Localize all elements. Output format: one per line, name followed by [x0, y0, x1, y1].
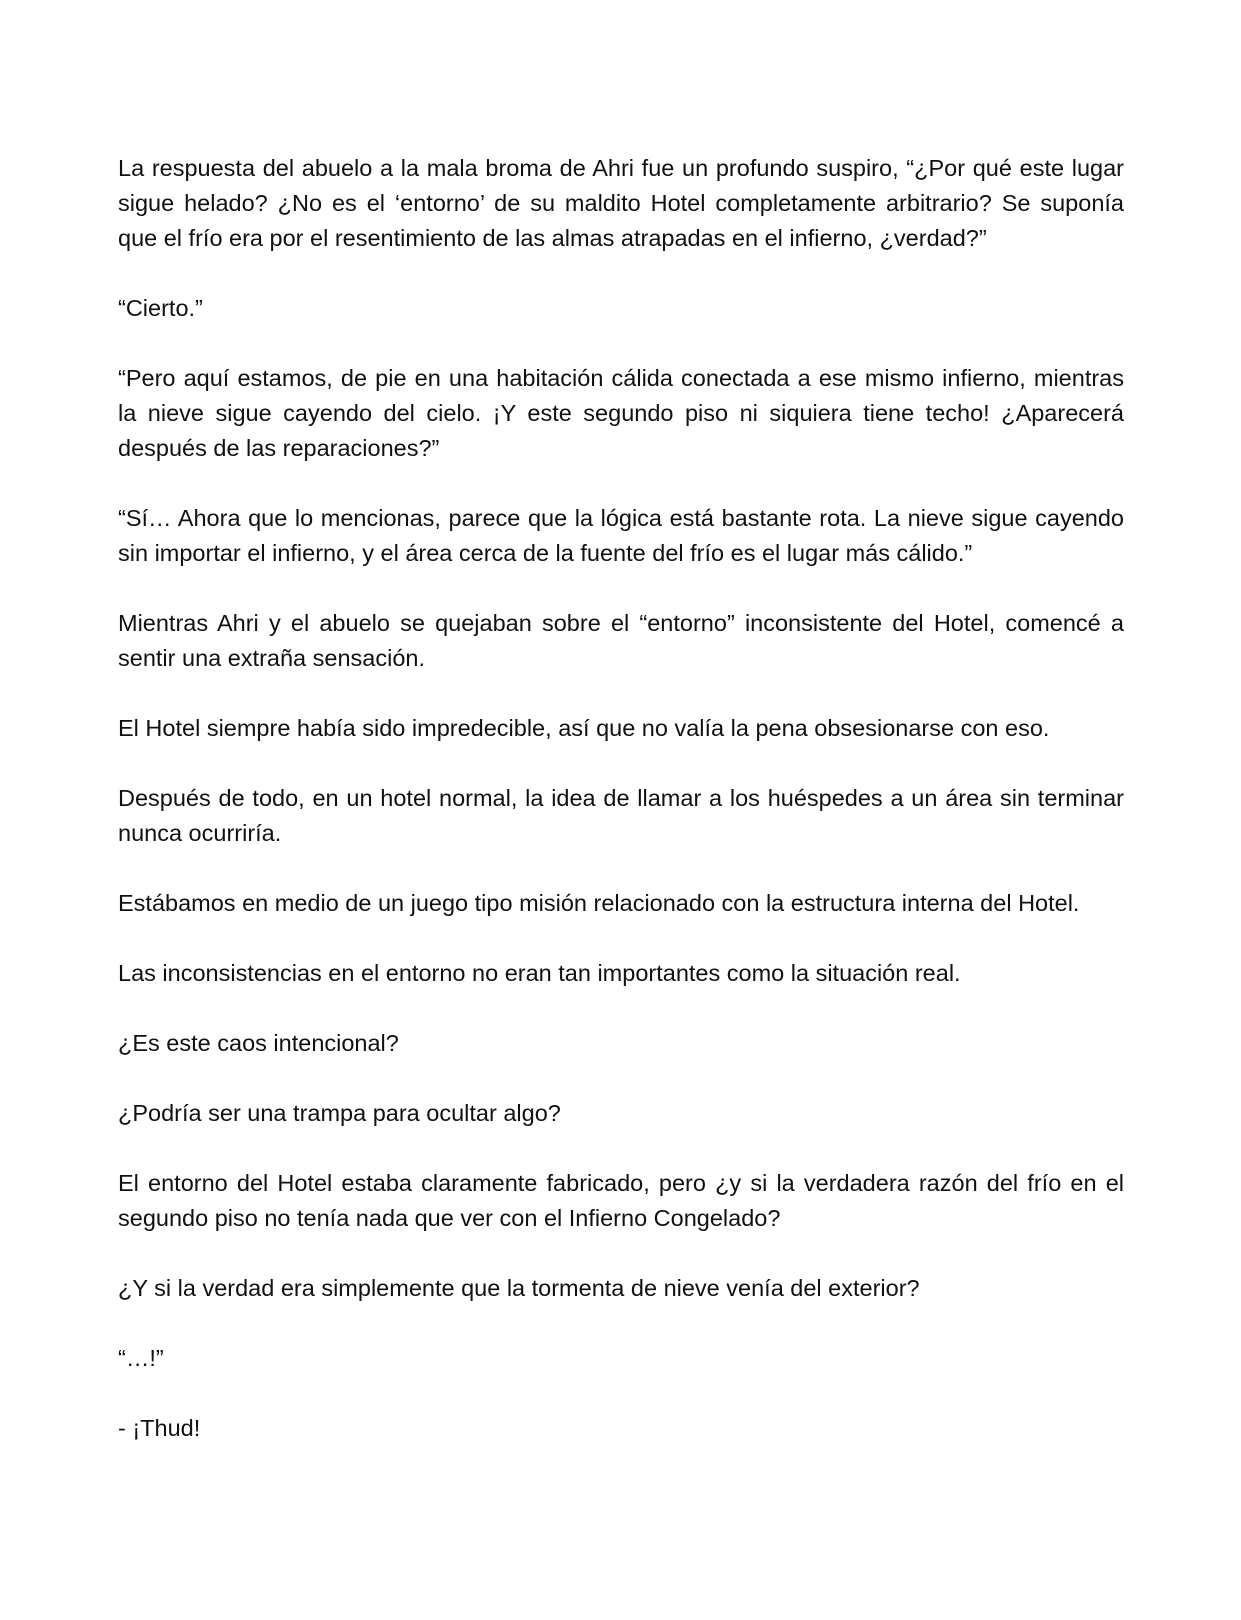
paragraph: El entorno del Hotel estaba claramente fabricado, pero ¿y si la verdadera razón del frío en el segundo piso no tenía nada que ver con el Infierno Congelado? — [118, 1170, 1124, 1231]
paragraph: ¿Y si la verdad era simplemente que la tormenta de nieve venía del exterior? — [118, 1275, 920, 1301]
paragraph: La respuesta del abuelo a la mala broma de Ahri fue un profundo suspiro, “¿Por qué este lugar sigue helado? ¿No es el ‘entorno’ de su maldito Hotel completamente arbitrario? Se suponía que el frío era por el resentimiento de las almas atrapadas en el infierno, ¿verdad?” — [118, 155, 1124, 251]
paragraph: Las inconsistencias en el entorno no eran tan importantes como la situación real. — [118, 960, 961, 986]
document-body — [118, 151, 1124, 1481]
paragraph: ¿Podría ser una trampa para ocultar algo? — [118, 1100, 561, 1126]
paragraph: Estábamos en medio de un juego tipo misión relacionado con la estructura interna del Hotel. — [118, 890, 1080, 916]
paragraph: “Pero aquí estamos, de pie en una habitación cálida conectada a ese mismo infierno, mientras la nieve sigue cayendo del cielo. ¡Y este segundo piso ni siquiera tiene techo! ¿Aparecerá después de las reparaciones?” — [118, 365, 1124, 461]
paragraph: “Cierto.” — [118, 295, 203, 321]
paragraph: - ¡Thud! — [118, 1415, 201, 1441]
paragraph: Mientras Ahri y el abuelo se quejaban sobre el “entorno” inconsistente del Hotel, comencé a sentir una extraña sensación. — [118, 610, 1124, 671]
paragraph: Después de todo, en un hotel normal, la idea de llamar a los huéspedes a un área sin terminar nunca ocurriría. — [118, 785, 1124, 846]
paragraph: ¿Es este caos intencional? — [118, 1030, 399, 1056]
paragraph: El Hotel siempre había sido impredecible, así que no valía la pena obsesionarse con eso. — [118, 715, 1050, 741]
paragraph: “…!” — [118, 1345, 164, 1371]
paragraph: “Sí… Ahora que lo mencionas, parece que la lógica está bastante rota. La nieve sigue cayendo sin importar el infierno, y el área cerca de la fuente del frío es el lugar más cálido.” — [118, 505, 1124, 566]
